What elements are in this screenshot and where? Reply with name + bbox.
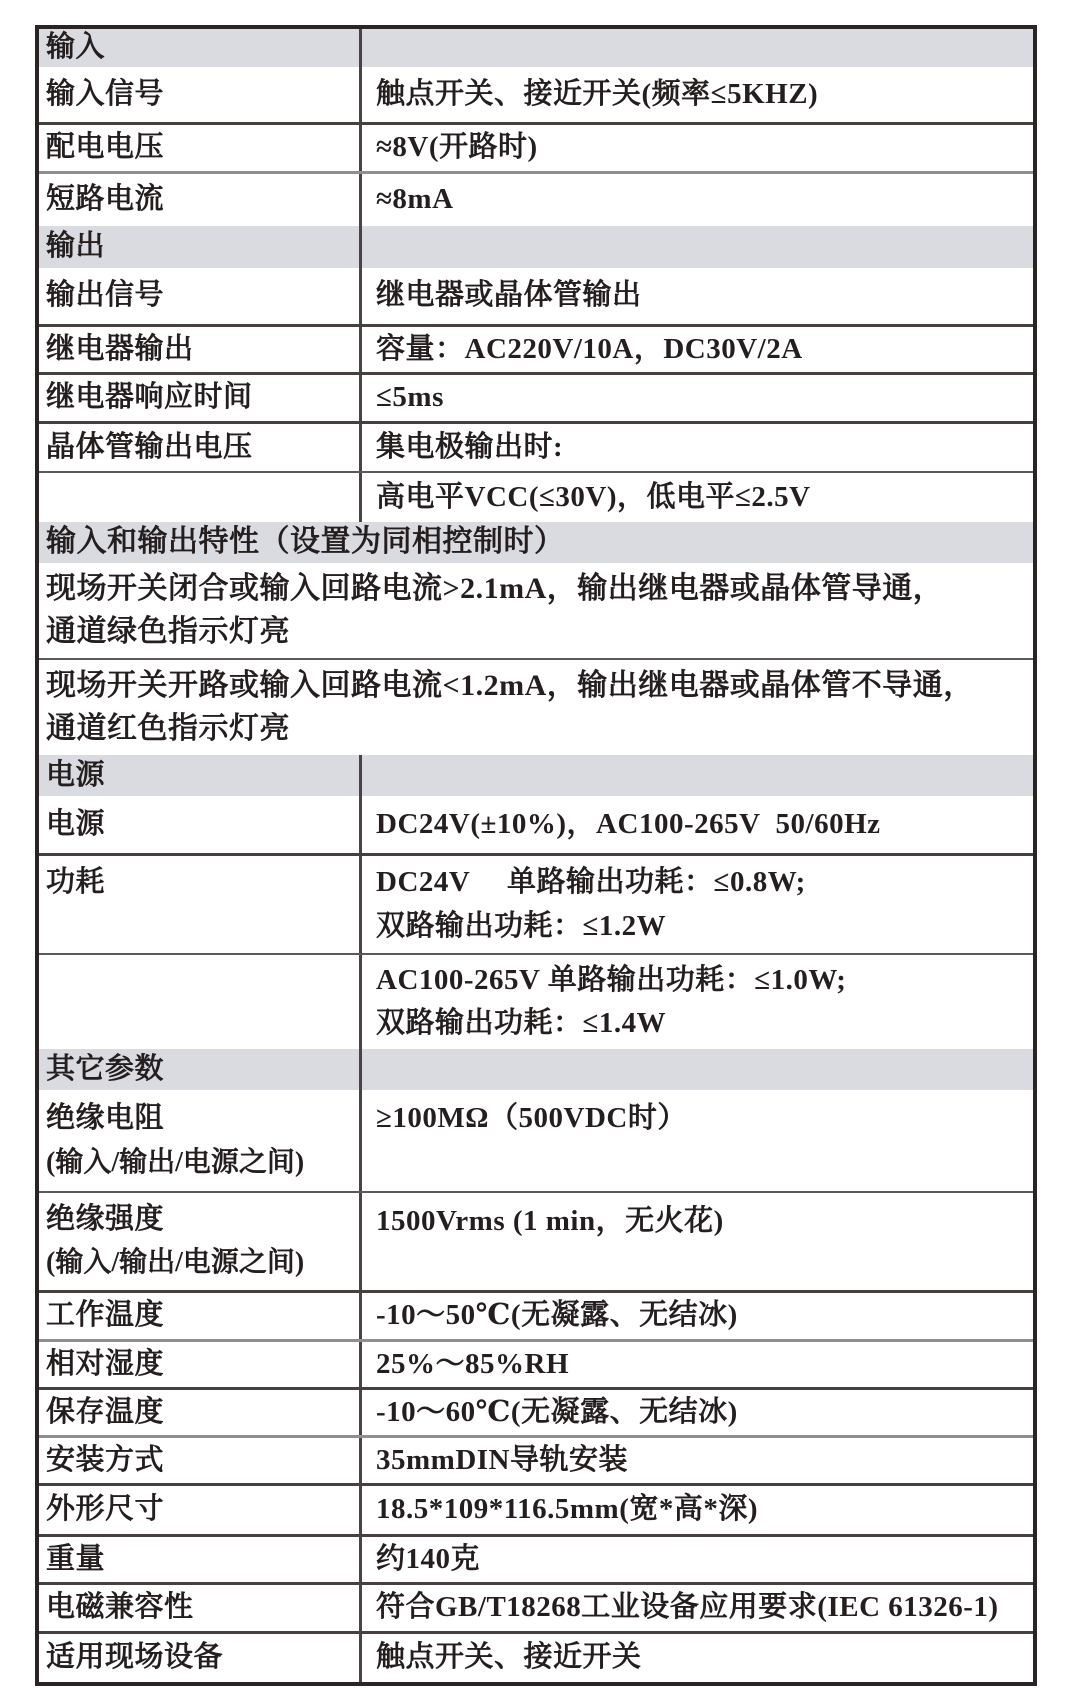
spec-label [39, 1090, 362, 1191]
spec-value: 继电器或晶体管输出 [376, 279, 642, 312]
section-spacer [362, 1049, 1033, 1090]
spec-value: ≤5ms [376, 381, 444, 414]
section-row-other-parameters [39, 1049, 1033, 1090]
spec-value: DC24V(±10%)，AC100-265V 50/60Hz [376, 807, 881, 840]
section-row-input [39, 29, 1033, 67]
spec-label: 电源 [39, 796, 362, 853]
row-relay-response-time [39, 372, 1033, 421]
spec-label: 安装方式 [39, 1438, 362, 1483]
line-2: 通道绿色指示灯亮 [46, 614, 290, 648]
spec-value [362, 856, 1033, 953]
spec-label: 短路电流 [39, 174, 362, 226]
spec-value: ≈8mA [376, 183, 454, 216]
row-switch-open-behavior [39, 658, 1033, 755]
section-row-power [39, 755, 1033, 796]
spec-value: 约140克 [376, 1542, 481, 1575]
spec-label: 晶体管输出电压 [39, 424, 362, 471]
section-spacer [362, 755, 1033, 796]
spec-value: 35mmDIN导轨安装 [376, 1443, 628, 1476]
row-relay-output [39, 324, 1033, 372]
section-title: 输出 [39, 226, 362, 268]
section-title: 输入和输出特性（设置为同相控制时） [46, 525, 565, 559]
spec-label: 功耗 [39, 856, 362, 953]
spec-value: 18.5*109*116.5mm(宽*高*深) [376, 1493, 759, 1526]
line-2: 通道红色指示灯亮 [46, 711, 290, 745]
row-input-signal [39, 67, 1033, 122]
spec-label [39, 1193, 362, 1290]
row-transistor-output-voltage-cont [39, 471, 1033, 522]
spec-value: -10～50℃(无凝露、无结冰) [376, 1299, 738, 1332]
value-line-1: AC100-265V 单路输出功耗：≤1.0W; [376, 964, 847, 997]
section-spacer [362, 29, 1033, 67]
value-line-2: 双路输出功耗：≤1.4W [376, 1006, 667, 1039]
row-dimensions [39, 1483, 1033, 1534]
spec-label: 输出信号 [39, 268, 362, 324]
spec-label: 配电电压 [39, 125, 362, 171]
spec-value [362, 955, 1033, 1049]
value-line-1: DC24V 单路输出功耗：≤0.8W; [376, 866, 806, 899]
section-title: 电源 [39, 755, 362, 796]
spec-label: 保存温度 [39, 1390, 362, 1435]
row-insulation-strength [39, 1191, 1033, 1290]
spec-label: 重量 [39, 1537, 362, 1582]
spec-value: 符合GB/T18268工业设备应用要求(IEC 61326-1) [376, 1591, 999, 1624]
row-power-supply [39, 796, 1033, 853]
spec-label: 适用现场设备 [39, 1634, 362, 1682]
spec-table [35, 25, 1037, 1686]
spec-label: 输入信号 [39, 67, 362, 122]
row-output-signal [39, 268, 1033, 324]
value-line-2: 双路输出功耗：≤1.2W [376, 909, 667, 942]
row-weight [39, 1534, 1033, 1582]
spec-fullwidth-text [39, 660, 1033, 755]
spec-value: -10～60℃(无凝露、无结冰) [376, 1395, 738, 1428]
row-applicable-field-devices [39, 1631, 1033, 1682]
spec-fullwidth-text [39, 563, 1033, 658]
spec-label: 相对湿度 [39, 1342, 362, 1387]
row-relative-humidity [39, 1339, 1033, 1387]
spec-label: 外形尺寸 [39, 1486, 362, 1534]
spec-label [39, 473, 362, 522]
line-1: 现场开关开路或输入回路电流<1.2mA，输出继电器或晶体管不导通， [46, 668, 974, 702]
spec-label: 继电器响应时间 [39, 375, 362, 421]
spec-label: 工作温度 [39, 1293, 362, 1339]
spec-label [39, 955, 362, 1049]
spec-value: 触点开关、接近开关 [376, 1641, 642, 1674]
spec-value: 25%～85%RH [376, 1347, 570, 1380]
section-spacer [362, 226, 1033, 268]
spec-value: ≈8V(开路时) [376, 131, 538, 164]
spec-value: 高电平VCC(≤30V)，低电平≤2.5V [376, 480, 811, 513]
row-power-consumption-ac [39, 953, 1033, 1049]
section-title: 其它参数 [39, 1049, 362, 1090]
spec-value: 1500Vrms (1 min，无火花) [376, 1205, 724, 1237]
line-1: 现场开关闭合或输入回路电流>2.1mA，输出继电器或晶体管导通， [46, 571, 944, 605]
spec-value: 集电极输出时: [376, 430, 564, 463]
section-row-io-characteristics [39, 522, 1033, 563]
label-line-2: (输入/输出/电源之间) [46, 1247, 305, 1279]
row-switch-closed-behavior [39, 563, 1033, 658]
row-storage-temperature [39, 1387, 1033, 1435]
label-line-1: 绝缘强度 [46, 1203, 165, 1236]
spec-label: 电磁兼容性 [39, 1585, 362, 1631]
spec-value: 容量：AC220V/10A，DC30V/2A [376, 332, 803, 365]
row-mounting-method [39, 1435, 1033, 1483]
row-insulation-resistance [39, 1090, 1033, 1191]
row-short-circuit-current [39, 171, 1033, 226]
row-operating-temperature [39, 1290, 1033, 1339]
row-supply-voltage [39, 122, 1033, 171]
spec-value: 触点开关、接近开关(频率≤5KHZ) [376, 77, 819, 110]
section-title: 输入 [39, 29, 362, 67]
spec-value: ≥100MΩ（500VDC时） [376, 1102, 687, 1134]
spec-label: 继电器输出 [39, 327, 362, 372]
label-line-2: (输入/输出/电源之间) [46, 1146, 305, 1178]
row-power-consumption-dc [39, 853, 1033, 953]
section-row-output [39, 226, 1033, 268]
row-transistor-output-voltage [39, 421, 1033, 471]
row-emc [39, 1582, 1033, 1631]
label-line-1: 绝缘电阻 [46, 1101, 165, 1134]
